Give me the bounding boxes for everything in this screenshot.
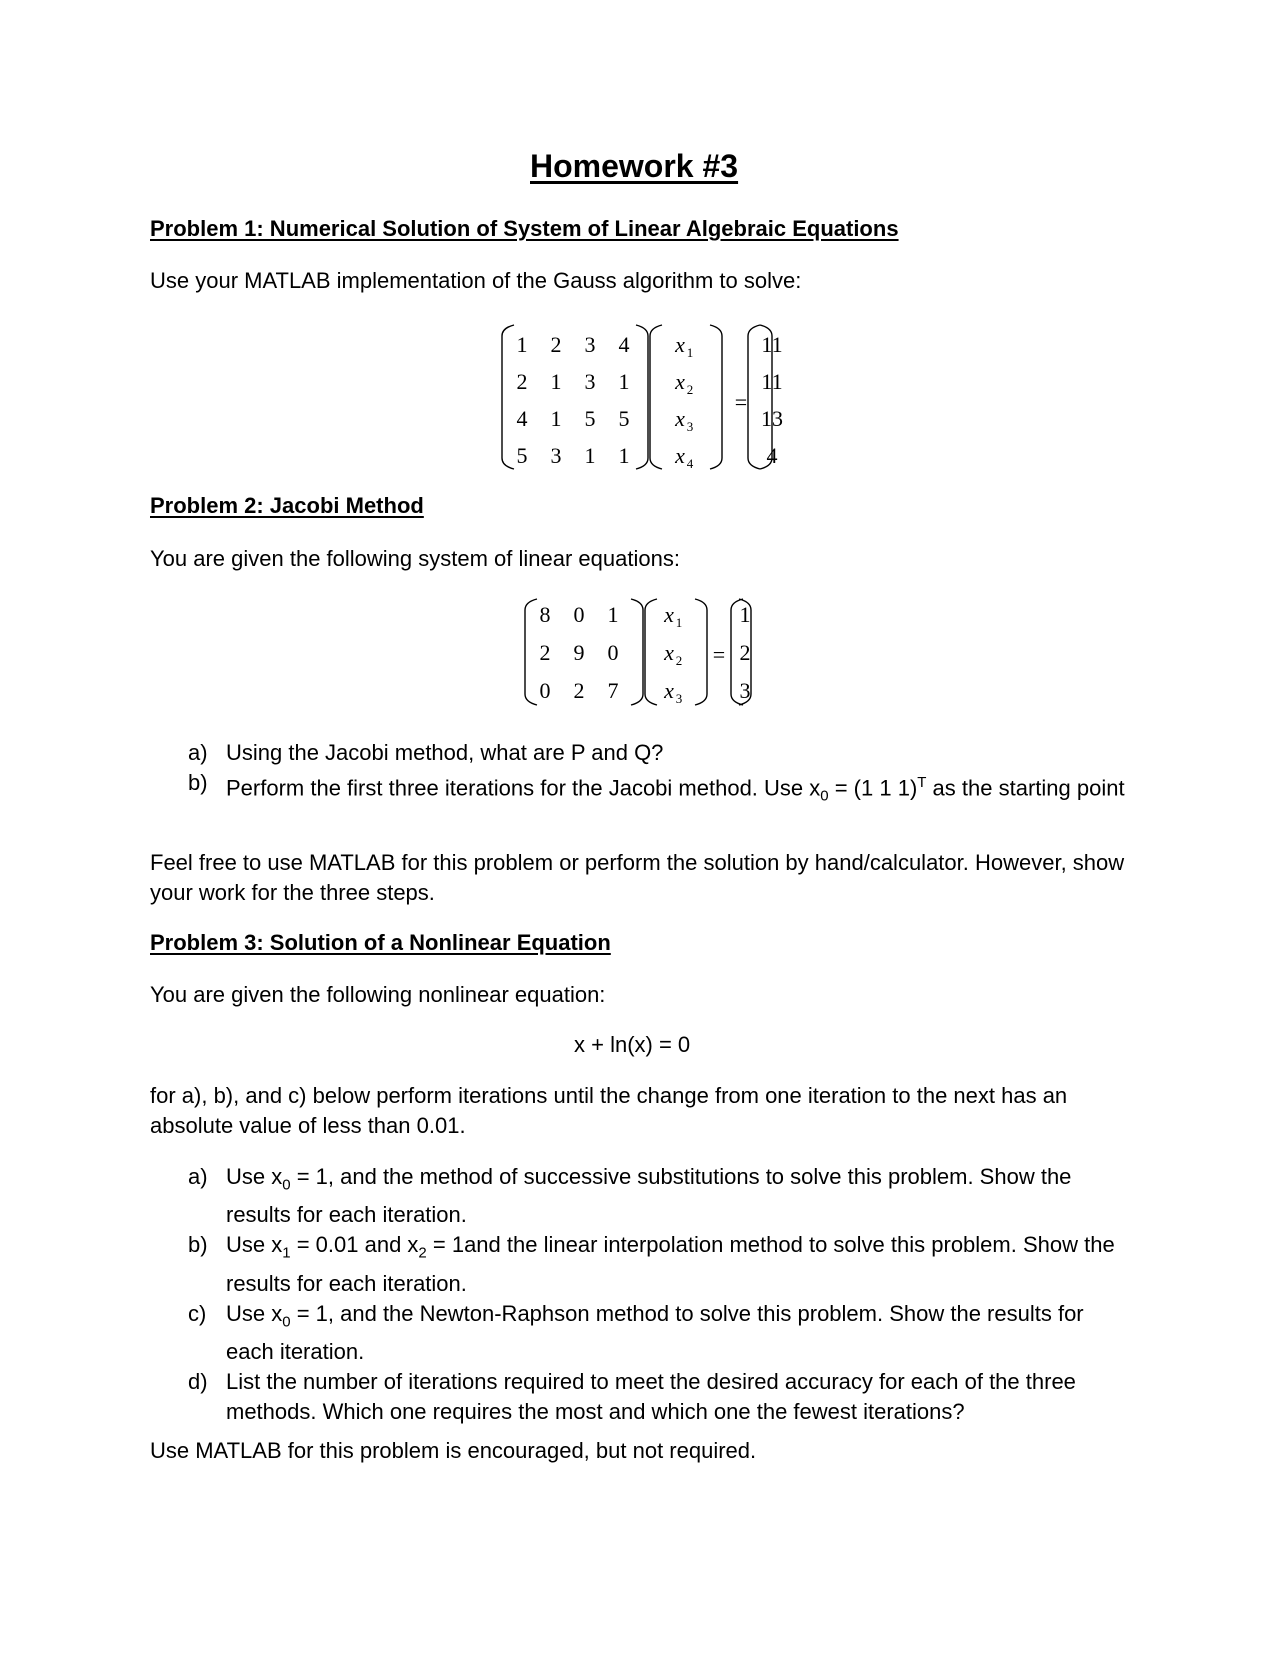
list-item <box>188 1299 1128 1367</box>
matrix-cell: 2 <box>539 640 551 665</box>
rhs-value: 11 <box>761 369 783 394</box>
matrix-cell: 0 <box>607 640 619 665</box>
p1-rhs-left-paren <box>748 325 760 469</box>
list-item <box>188 768 1128 812</box>
item-label: b) <box>188 770 208 795</box>
matrix-cell: 1 <box>618 369 630 394</box>
rhs-value: 13 <box>761 406 783 431</box>
variable: x <box>675 332 685 357</box>
problem-1-heading: Problem 1: Numerical Solution of System of Linear Algebraic Equations <box>150 216 899 241</box>
equals-sign: = <box>734 389 748 415</box>
matrix-cell: 4 <box>618 332 630 357</box>
p2-vector-left-paren <box>645 599 657 705</box>
item-label: d) <box>188 1369 208 1395</box>
item-text: List the number of iterations required to meet the desired accuracy for each of the three methods. Which one requires the most and which one the fewest iterations? <box>226 1369 1076 1425</box>
item-text: = (1 1 1) <box>828 775 918 801</box>
p2-matrix-left-paren <box>525 599 537 705</box>
page-title: Homework #3 <box>530 148 739 184</box>
problem-3-footer: Use MATLAB for this problem is encouraged, but not required. <box>150 1438 757 1463</box>
item-text: Use x <box>226 1164 283 1189</box>
item-label: a) <box>188 740 208 765</box>
subscript: 0 <box>820 787 829 805</box>
item-text: = 0.01 and x <box>290 1232 419 1258</box>
rhs-value: 4 <box>766 443 778 468</box>
matrix-cell: 1 <box>618 443 630 468</box>
p2-vector-right-paren <box>695 599 707 705</box>
matrix-cell: 1 <box>550 406 562 431</box>
matrix-cell: 5 <box>584 406 596 431</box>
matrix-cell: 2 <box>516 369 528 394</box>
problem-3-question-list <box>188 1162 1128 1427</box>
matrix-cell: 0 <box>573 602 585 627</box>
matrix-cell: 1 <box>550 369 562 394</box>
item-text: = 1and the linear interpolation method to solve this problem. Show the results for each iteration. <box>226 1232 1115 1296</box>
p2-matrix-right-paren <box>631 599 643 705</box>
list-item <box>188 1162 1128 1230</box>
variable: x <box>675 406 685 431</box>
subscript: 1 <box>282 1244 291 1262</box>
matrix-cell: 5 <box>516 443 528 468</box>
item-text: Use x <box>226 1232 283 1258</box>
matrix-cell: 1 <box>607 602 619 627</box>
matrix-cell: 8 <box>539 602 551 627</box>
problem-3-condition: for a), b), and c) below perform iterations until the change from one iteration to the next has an absolute value of less than 0.01. <box>150 1083 1068 1138</box>
matrix-cell: 5 <box>618 406 630 431</box>
p1-vector-left-paren <box>650 325 662 469</box>
problem-2-question-list <box>188 738 1128 812</box>
problem-2-intro: You are given the following system of linear equations: <box>150 546 680 571</box>
problem-2-note: Feel free to use MATLAB for this problem or perform the solution by hand/calculator. However, show your work for the three steps. <box>150 850 1125 905</box>
rhs-value: 2 <box>739 640 751 665</box>
problem-3-intro: You are given the following nonlinear equation: <box>150 982 606 1007</box>
matrix-cell: 3 <box>584 332 596 357</box>
variable: x <box>664 678 674 703</box>
item-text: Use x <box>226 1300 283 1326</box>
list-item <box>188 738 1128 768</box>
item-text: Perform the first three iterations for the Jacobi method. Use x <box>226 775 821 801</box>
item-text: = 1, and the Newton-Raphson method to solve this problem. Show the results for each iteration. <box>226 1300 1084 1365</box>
item-text: Using the Jacobi method, what are P and Q? <box>226 740 664 765</box>
matrix-cell: 1 <box>584 443 596 468</box>
matrix-cell: 1 <box>516 332 528 357</box>
variable-subscript: 2 <box>686 382 694 397</box>
subscript: 2 <box>418 1244 427 1262</box>
matrix-cell: 3 <box>584 369 596 394</box>
p1-matrix-left-paren <box>502 325 514 469</box>
list-item <box>188 1230 1128 1298</box>
matrix-cell: 2 <box>573 678 585 703</box>
item-label: c) <box>188 1300 207 1326</box>
rhs-value: 11 <box>761 332 783 357</box>
problem-2-heading: Problem 2: Jacobi Method <box>150 493 424 518</box>
variable-subscript: 2 <box>675 653 683 668</box>
variable: x <box>675 369 685 394</box>
item-label: b) <box>188 1232 208 1258</box>
variable-subscript: 4 <box>686 456 694 471</box>
p1-vector-right-paren <box>710 325 722 469</box>
variable: x <box>664 602 674 627</box>
problem-1-intro: Use your MATLAB implementation of the Gauss algorithm to solve: <box>150 268 802 293</box>
problem-2-matrix-equation <box>523 596 753 708</box>
equals-sign: = <box>712 642 726 667</box>
variable: x <box>664 640 674 665</box>
matrix-cell: 9 <box>573 640 585 665</box>
variable-subscript: 3 <box>675 691 683 706</box>
variable-subscript: 1 <box>675 615 683 630</box>
problem-3-heading: Problem 3: Solution of a Nonlinear Equation <box>150 930 611 955</box>
list-item <box>188 1367 1128 1427</box>
matrix-cell: 3 <box>550 443 562 468</box>
subscript: 0 <box>282 1313 291 1331</box>
variable-subscript: 3 <box>686 419 694 434</box>
rhs-value: 1 <box>739 602 751 627</box>
problem-1-matrix-equation <box>500 322 783 472</box>
variable: x <box>675 443 685 468</box>
matrix-cell: 2 <box>550 332 562 357</box>
rhs-value: 3 <box>739 678 751 703</box>
variable-subscript: 1 <box>686 345 694 360</box>
item-text: = 1, and the method of successive substitutions to solve this problem. Show the results for each iteration. <box>226 1164 1072 1228</box>
nonlinear-equation: x + ln(x) = 0 <box>574 1032 691 1057</box>
matrix-cell: 4 <box>516 406 528 431</box>
item-label: a) <box>188 1164 208 1189</box>
subscript: 0 <box>282 1176 291 1194</box>
p1-matrix-right-paren <box>636 325 648 469</box>
matrix-cell: 0 <box>539 678 551 703</box>
item-text: as the starting point <box>926 775 1125 801</box>
superscript: T <box>917 774 927 791</box>
matrix-cell: 7 <box>607 678 619 703</box>
